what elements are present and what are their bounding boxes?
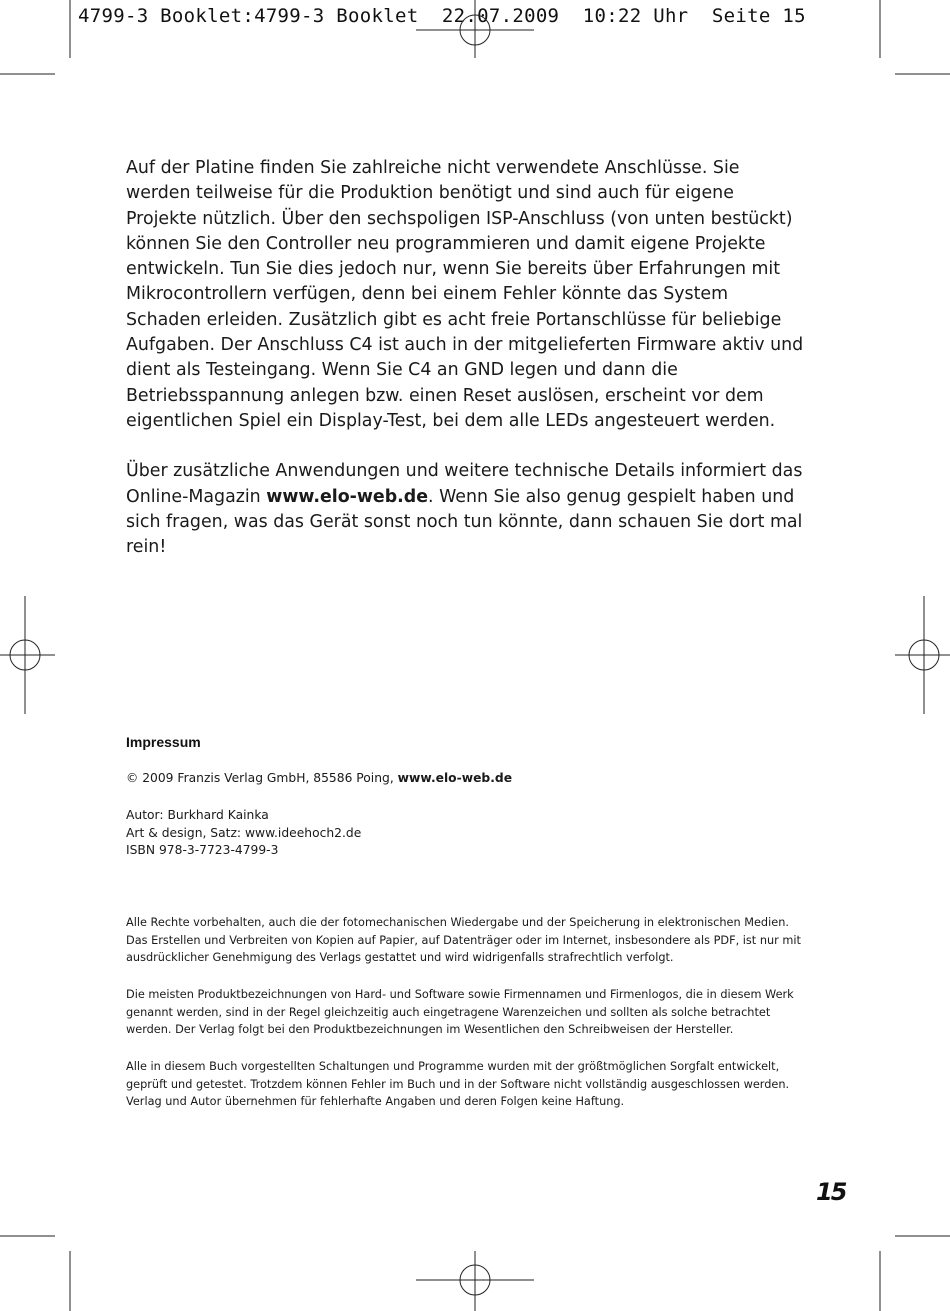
design-line: Art & design, Satz: www.ideehoch2.de <box>126 825 362 840</box>
body-paragraph-2-start: Über zusätzliche Anwendungen und weitere technische Details informiert das Online-Magazin <box>126 461 803 507</box>
author-line: Autor: Burkhard Kainka <box>126 808 269 822</box>
legal-liability-notice <box>126 1058 806 1111</box>
legal-liability-text: Alle in diesem Buch vorgestellten Schaltungen und Programme wurden mit der größtmöglichen Sorgfalt entwickelt, geprüft und getestet. Trotzdem können Fehler im Buch und in der Software nicht vollständig ausgeschlossen werden. Verlag und Autor übernehmen für fehlerhafte Angaben und deren Folgen keine Haftung. <box>126 1060 790 1109</box>
website-link[interactable]: www.elo-web.de <box>266 486 429 507</box>
registration-mark-top <box>416 0 534 58</box>
print-slug-line: 4799-3 Booklet:4799-3 Booklet 22.07.2009 10:22 Uhr Seite 15 <box>78 5 806 27</box>
legal-rights-notice <box>126 914 806 967</box>
isbn-line: ISBN 978-3-7723-4799-3 <box>126 843 279 857</box>
body-paragraph-1: Auf der Platine finden Sie zahlreiche nicht verwendete Anschlüsse. Sie werden teilweise für die Produktion benötigt und sind auch für eigene Projekte nützlich. Über den sechspoligen ISP-Anschluss (von unten bestückt) können Sie den Controller neu programmieren und damit eigene Projekte entwickeln. Tun Sie dies jedoch nur, wenn Sie bereits über Erfahrungen mit Mikrocontrollern verfügen, denn bei einem Fehler könnte das System Schaden erleiden. Zusätzlich gibt es acht freie Portanschlüsse für beliebige Aufgaben. Der Anschluss C4 ist auch in der mitgelieferten Firmware aktiv und dient als Testeingang. Wenn Sie C4 an GND legen und dann die Betriebsspannung anlegen bzw. einen Reset auslösen, erscheint vor dem eigentlichen Spiel ein Display-Test, bei dem alle LEDs angesteuert werden. <box>126 158 804 431</box>
registration-mark-bottom <box>416 1251 534 1311</box>
legal-rights-text: Alle Rechte vorbehalten, auch die der fotomechanischen Wiedergabe und der Speicherung in elektronischen Medien. Das Erstellen und Verbreiten von Kopien auf Papier, auf Datenträger oder im Internet, insbesondere als PDF, ist nur mit ausdrücklicher Genehmigung des Verlags gestattet und wird widrigenfalls strafrechtlich verfolgt. <box>126 916 801 965</box>
body-paragraph-2 <box>126 459 806 560</box>
credits-block <box>126 807 361 860</box>
legal-trademark-notice <box>126 986 806 1039</box>
copyright-website-link[interactable]: www.elo-web.de <box>397 771 513 785</box>
body-paragraph-2-end: . Wenn Sie also genug gespielt haben und sich fragen, was das Gerät sonst noch tun könnte, dann schauen Sie dort mal rein! <box>126 486 803 558</box>
copyright-text: © 2009 Franzis Verlag GmbH, 85586 Poing, <box>126 771 398 785</box>
page-number: 15 <box>816 1178 846 1206</box>
copyright-line <box>126 770 512 788</box>
impressum-heading: Impressum <box>126 734 201 750</box>
registration-mark-left <box>0 596 55 714</box>
registration-mark-right <box>895 596 950 714</box>
legal-trademark-text: Die meisten Produktbezeichnungen von Hard- und Software sowie Firmennamen und Firmenlogos, die in diesem Werk genannt werden, sind in der Regel gleichzeitig auch eingetragene Warenzeichen und sollten als solche betrachtet werden. Der Verlag folgt bei den Produktbezeichnungen im Wesentlichen den Schreibweisen der Hersteller. <box>126 988 794 1037</box>
main-text <box>126 156 806 560</box>
